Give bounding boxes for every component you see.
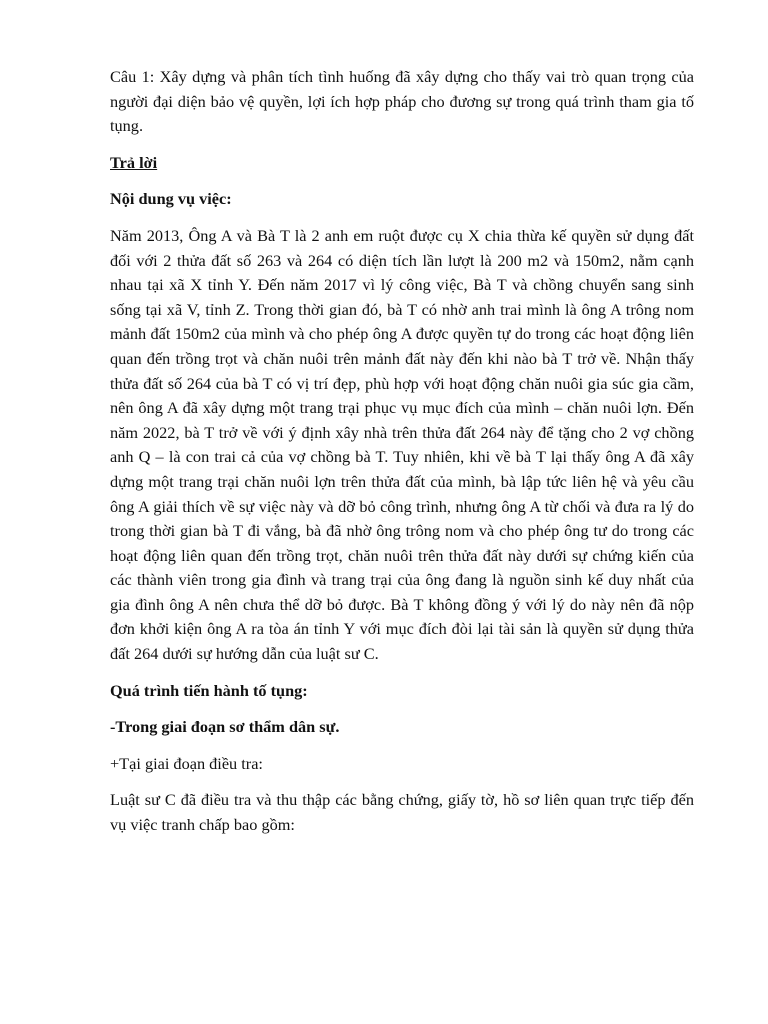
- case-content-heading: Nội dung vụ việc:: [110, 189, 232, 209]
- case-content-paragraph: Năm 2013, Ông A và Bà T là 2 anh em ruột được cụ X chia thừa kế quyền sử dụng đất đối với 2 thửa đất số 263 và 264 có diện tích lần lượt là 200 m2 và 150m2, nằm cạnh nhau tại xã X tỉnh Y. Đến năm 2017 vì lý công việc, Bà T và chồng chuyển sang sinh sống tại xã V, tỉnh Z. Trong thời gian đó, bà T có nhờ anh trai mình là ông A trông nom mảnh đất 150m2 của mình và cho phép ông A được quyền tự do trong các hoạt động liên quan đến trồng trọt và chăn nuôi trên mảnh đất này đến khi nào bà T trở về. Nhận thấy thửa đất số 264 của bà T có vị trí đẹp, phù hợp với hoạt động chăn nuôi gia súc gia cầm, nên ông A đã xây dựng một trang trại phục vụ mục đích của mình – chăn nuôi lợn. Đến năm 2022, bà T trở về với ý định xây nhà trên thửa đất 264 này để tặng cho 2 vợ chồng anh Q – là con trai cả của vợ chồng bà T. Tuy nhiên, khi về bà T lại thấy ông A đã xây dựng một trang trại chăn nuôi lợn trên thửa đất của mình, bà lập tức liên hệ và yêu cầu ông A giải thích về sự việc này và dỡ bỏ công trình, nhưng ông A từ chối và đưa ra lý do trong thời gian bà T đi vắng, bà đã nhờ ông trông nom và cho phép ông tư do trong các hoạt động liên quan đến trồng trọt, chăn nuôi trên thửa đất này dưới sự chứng kiến của các thành viên trong gia đình và trang trại của ông đang là nguồn sinh kế duy nhất của gia đình ông A nên chưa thể dỡ bỏ được. Bà T không đồng ý với lý do này nên đã nộp đơn khởi kiện ông A ra tòa án tỉnh Y với mục đích đòi lại tài sản là quyền sử dụng thửa đất 264 dưới sự hướng dẫn của luật sư C.: [110, 225, 694, 664]
- investigation-stage-label: +Tại giai đoạn điều tra:: [110, 753, 263, 773]
- answer-heading: Trả lời: [110, 152, 158, 172]
- procedure-heading: Quá trình tiến hành tố tụng:: [110, 680, 308, 700]
- question-paragraph: Câu 1: Xây dựng và phân tích tình huống đã xây dựng cho thấy vai trò quan trọng của người đại diện bảo vệ quyền, lợi ích hợp pháp cho đương sự trong quá trình tham gia tố tụng.: [110, 67, 694, 136]
- lawyer-investigation-paragraph: Luật sư C đã điều tra và thu thập các bằng chứng, giấy tờ, hồ sơ liên quan trực tiếp đến vụ việc tranh chấp bao gồm:: [110, 790, 694, 835]
- first-instance-heading: -Trong giai đoạn sơ thẩm dân sự.: [110, 717, 340, 737]
